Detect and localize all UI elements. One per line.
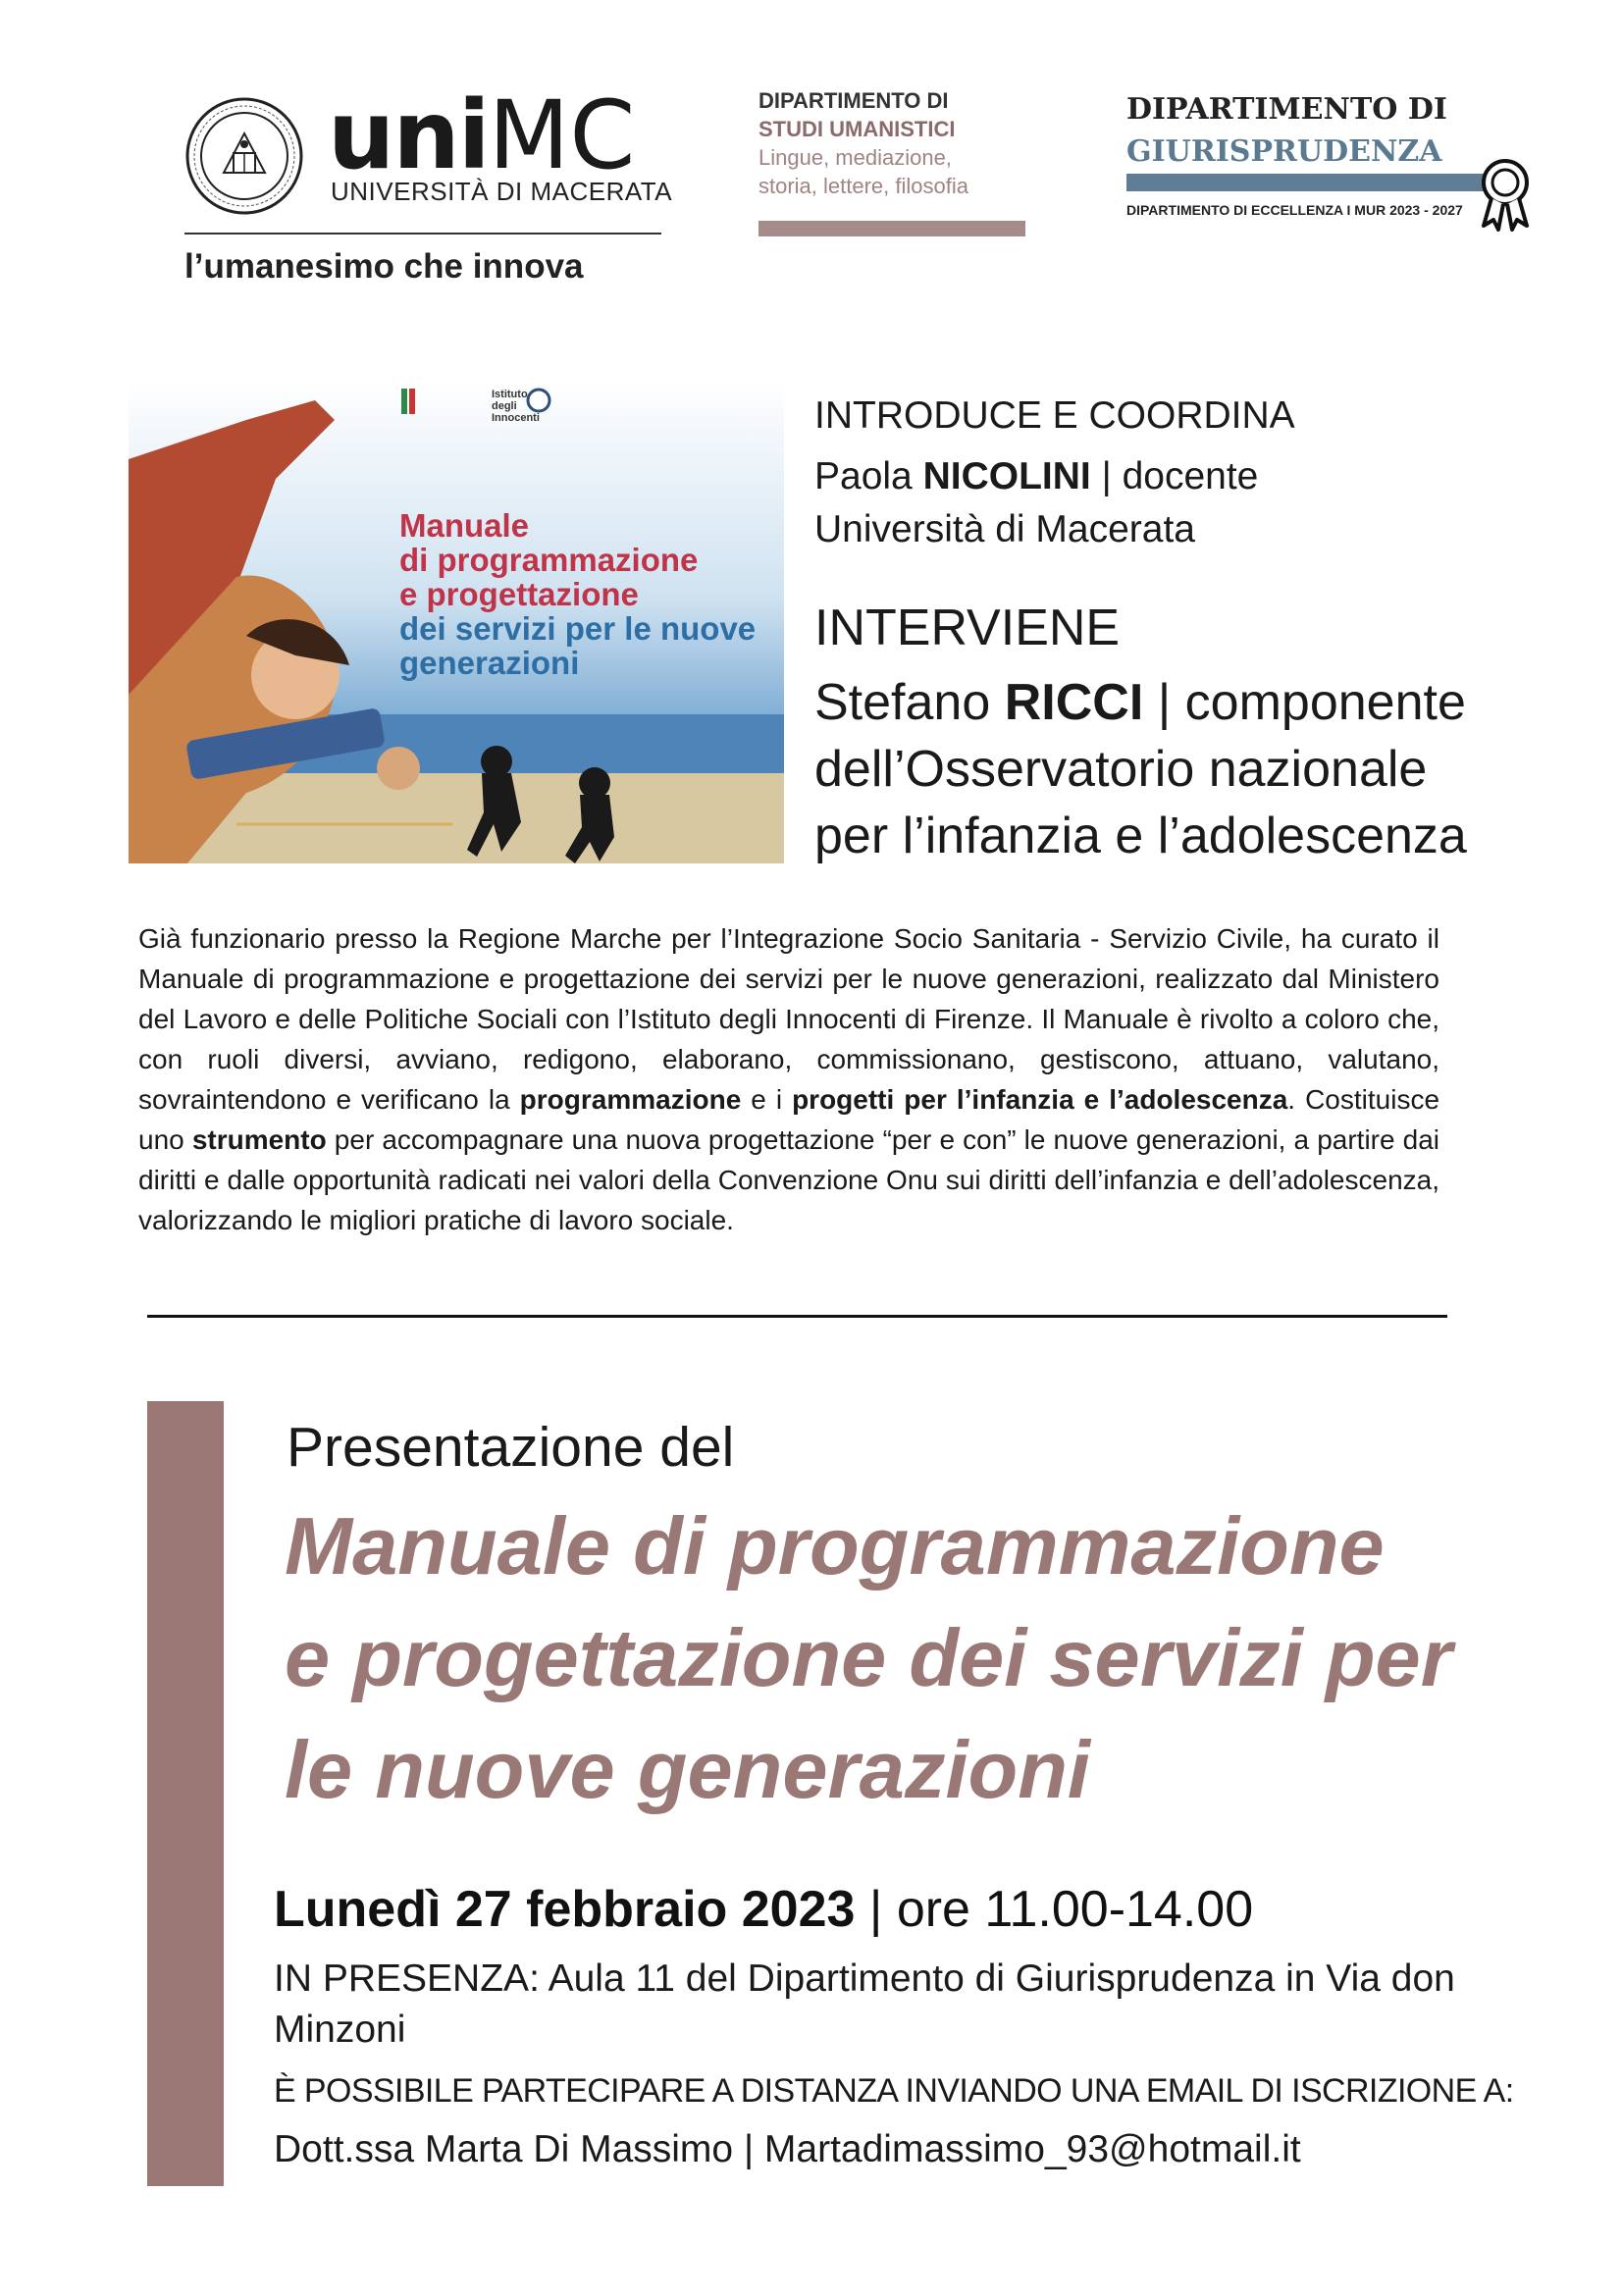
guest-role-line1: | componente [1143, 674, 1466, 731]
presentation-label: Presentazione del [287, 1416, 735, 1479]
description-text-2: e i [741, 1084, 793, 1115]
unimc-tagline: l’umanesimo che innova [184, 247, 584, 286]
book-cover-image [129, 381, 784, 863]
event-datetime [274, 1880, 1253, 1939]
coordinator-last-name: NICOLINI [922, 455, 1091, 497]
contact-separator: | [733, 2128, 764, 2170]
description-bold-3: strumento [191, 1124, 327, 1155]
guest-last-name: RICCI [1004, 674, 1144, 731]
unimc-subtitle: UNIVERSITÀ DI MACERATA [331, 177, 673, 206]
cover-title-line5: generazioni [399, 645, 580, 681]
description-text-3: . Costituisce uno [138, 1084, 1440, 1155]
coordinator-label: INTRODUCE E COORDINA [814, 394, 1295, 437]
event-title-line1: Manuale di programmazione [285, 1500, 1385, 1592]
event-venue-line1 [274, 1957, 1455, 2001]
unimc-logo-mc: MC [488, 80, 636, 190]
event-title-line3: le nuove generazioni [285, 1724, 1090, 1815]
cover-title-line3: e progettazione [399, 576, 639, 612]
section-divider [147, 1315, 1447, 1318]
guest-role-line3: per l’infanzia e l’adolescenza [814, 808, 1467, 864]
event-time: | ore 11.00-14.00 [855, 1881, 1254, 1938]
unimc-logo [328, 80, 636, 190]
description-bold-1: programmazione [519, 1084, 742, 1115]
university-seal-icon [184, 96, 304, 216]
dsu-logo [758, 86, 1033, 200]
dg-line2: GIURISPRUDENZA [1126, 134, 1442, 169]
accent-side-bar [147, 1401, 224, 2186]
dsu-bar [758, 221, 1025, 236]
event-date: Lunedì 27 febbraio 2023 [274, 1881, 856, 1938]
dg-excellence-label: DIPARTIMENTO DI ECCELLENZA I MUR 2023 - 2027 [1126, 202, 1463, 218]
description-paragraph [138, 918, 1439, 1240]
guest-first-name: Stefano [814, 674, 1005, 731]
description-text-1: Già funzionario presso la Regione Marche per l’Integrazione Socio Sanitaria - Servizio Civile, ha curato il Manuale di programmazione e progettazione dei servizi per le nuove generazioni, realizzato dal Ministero del Lavoro e delle Politiche Sociali con l’Istituto degli Innocenti di Firenze. Il Manuale è rivolto a coloro che, con ruoli diversi, avviano, redigono, elaborano, commissionano, gestiscono, attuano, valutano, sovraintendono e verificano la [138, 923, 1439, 1115]
contact-name: Dott.ssa Marta Di Massimo [274, 2128, 734, 2170]
venue-label: IN PRESENZA [274, 1957, 530, 2000]
cover-institute-label: Istituto degli Innocenti [492, 389, 540, 424]
cover-title-line1: Manuale [399, 507, 530, 544]
dg-bar [1126, 174, 1491, 191]
dsu-line4: storia, lettere, filosofia [758, 174, 968, 198]
cover-title-line4: dei servizi per le nuove [399, 610, 757, 647]
guest-role-line2: dell’Osservatorio nazionale [814, 741, 1428, 798]
event-venue-line2: Minzoni [274, 2009, 406, 2051]
cover-title-line2: di programmazione [399, 542, 699, 578]
coordinator-first-name: Paola [814, 455, 923, 497]
unimc-divider [184, 233, 661, 235]
remote-participation-note: È POSSIBILE PARTECIPARE A DISTANZA INVIANDO UNA EMAIL DI ISCRIZIONE A: [274, 2072, 1514, 2110]
dsu-line3: Lingue, mediazione, [758, 145, 952, 170]
coordinator-affiliation: Università di Macerata [814, 508, 1195, 550]
cover-title [399, 508, 782, 680]
unimc-logo-uni: uni [328, 80, 489, 190]
guest-name [814, 673, 1466, 732]
venue-text: : Aula 11 del Dipartimento di Giurisprudenza in Via don [529, 1957, 1455, 2000]
guest-label: INTERVIENE [814, 600, 1121, 656]
award-ribbon-icon [1472, 155, 1539, 232]
contact-line [274, 2128, 1301, 2171]
dsu-line1: DIPARTIMENTO DI [758, 88, 949, 113]
contact-email[interactable]: Martadimassimo_93@hotmail.it [763, 2128, 1301, 2170]
dg-line1: DIPARTIMENTO DI [1126, 92, 1447, 127]
event-title-line2: e progettazione dei servizi per [285, 1612, 1453, 1703]
description-bold-2: progetti per l’infanzia e l’adolescenza [792, 1084, 1288, 1115]
dsu-line2: STUDI UMANISTICI [758, 117, 956, 141]
description-text-4: per accompagnare una nuova progettazione “per e con” le nuove generazioni, a partire dai diritti e dalle opportunità radicati nei valori della Convenzione Onu sui diritti dell’infanzia e dell’adolescenza, valorizzando le migliori pratiche di lavoro sociale. [138, 1124, 1440, 1235]
coordinator-name [814, 455, 1258, 498]
coordinator-role: | docente [1090, 455, 1259, 497]
